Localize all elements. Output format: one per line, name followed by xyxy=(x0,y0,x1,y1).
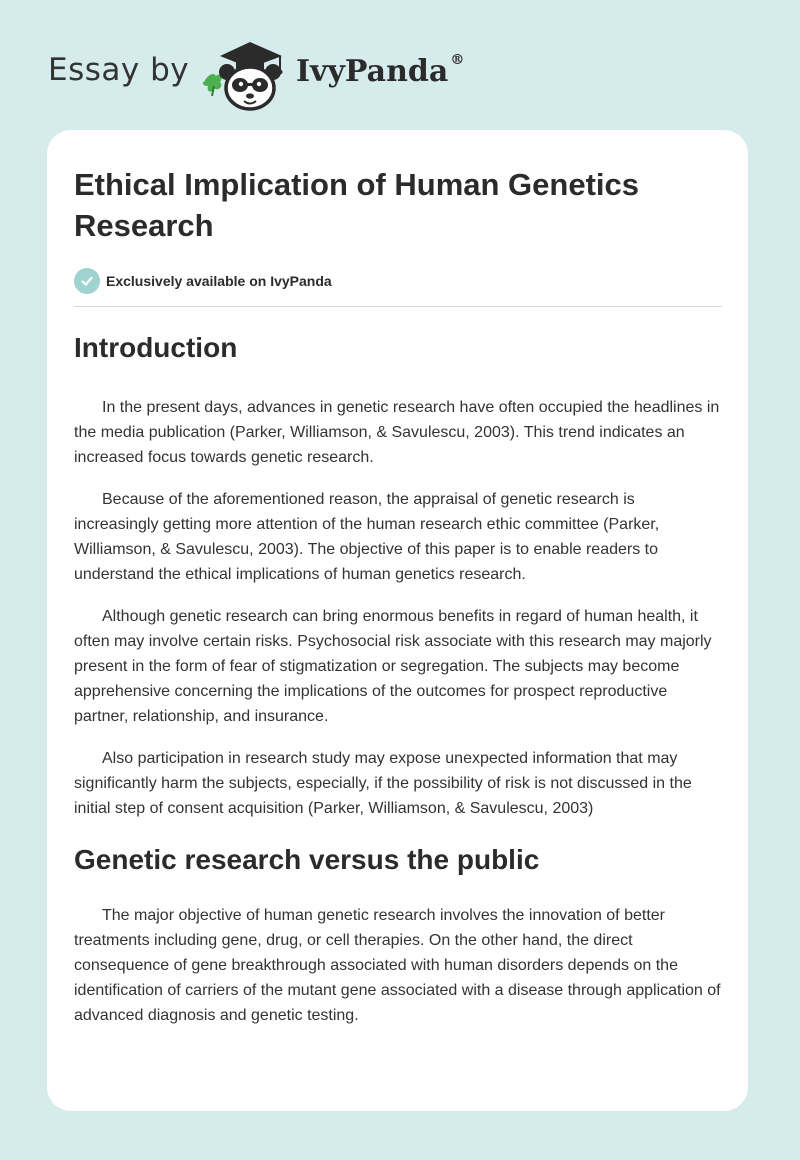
page-title: Ethical Implication of Human Genetics Research xyxy=(74,167,639,243)
exclusive-badge-label: Exclusively available on IvyPanda xyxy=(106,273,332,289)
paragraph: Although genetic research can bring enormous benefits in regard of human health, it often may involve certain risks. Psychosocial risk associate with this research may majorly present in the form of fear of stigmatization or segregation. The subjects may become apprehensive concerning the implications of the outcomes for prospect reproductive partner, relationship, and insurance. xyxy=(74,608,712,725)
brand-name: IvyPanda xyxy=(296,54,449,89)
paragraph: Also participation in research study may expose unexpected information that may significantly harm the subjects, especially, if the possibility of risk is not discussed in the initial step of consent acquisition (Parker, Williamson, & Savulescu, 2003) xyxy=(74,750,692,817)
essay-by-label: Essay by xyxy=(48,52,190,88)
site-header xyxy=(0,0,800,130)
paragraph: Because of the aforementioned reason, the appraisal of genetic research is increasingly getting more attention of the human research ethic committee (Parker, Williamson, & Savulescu, 2003). The objective of this paper is to enable readers to understand the ethical implications of human genetics research. xyxy=(74,491,660,583)
essay-card xyxy=(47,130,748,1111)
check-circle-icon xyxy=(74,268,100,294)
brand-logo-text[interactable] xyxy=(296,54,464,89)
panda-graduate-icon[interactable] xyxy=(200,36,292,112)
paragraph: The major objective of human genetic research involves the innovation of better treatments including gene, drug, or cell therapies. On the other hand, the direct consequence of gene breakthrough associated with human disorders depends on the identification of carriers of the mutant gene associated with a disease through application of advanced diagnosis and genetic testing. xyxy=(74,907,721,1024)
section-heading-genetic-research-versus-public: Genetic research versus the public xyxy=(74,844,540,875)
paragraph: In the present days, advances in genetic research have often occupied the headlines in the media publication (Parker, Williamson, & Savulescu, 2003). This trend indicates an increased focus towards genetic research. xyxy=(74,399,720,466)
section-heading-introduction: Introduction xyxy=(74,332,238,363)
exclusive-badge xyxy=(74,268,722,294)
title-divider xyxy=(74,306,722,307)
registered-mark: ® xyxy=(450,52,465,68)
